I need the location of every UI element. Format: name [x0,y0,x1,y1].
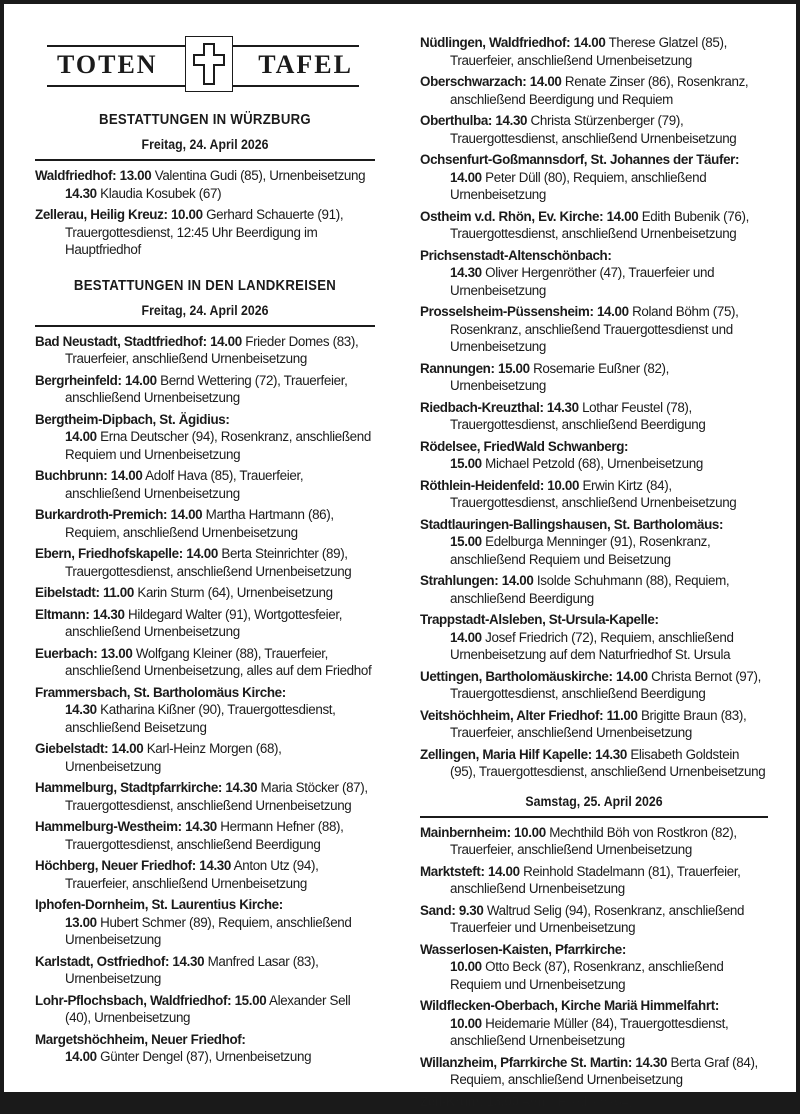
entry-place: Hammelburg, Stadtpfarrkirche: 14.30 [35,780,258,795]
obituary-entry [35,206,375,259]
entry-place: Höchberg, Neuer Friedhof: 14.30 [35,858,232,873]
entry-place: Prichsenstadt-Altenschönbach: [420,247,612,263]
entry-place: Nüdlingen, Waldfriedhof: 14.00 [420,35,606,50]
obituary-entry [420,746,768,781]
obituary-entry [420,707,768,742]
entry-place: Waldfriedhof: 13.00 [35,168,152,183]
entry-text: Michael Petzold (68), Urnenbeisetzung [485,456,703,471]
entry-text: Berta Graf (84), Requiem, anschließend Urnenbeisetzung [450,1054,758,1087]
entry-place: Eltmann: 14.30 [35,606,125,622]
obituary-entry [420,208,768,243]
obituary-entry [35,684,375,737]
obituary-entry [420,1093,768,1111]
entry-text: Otto Beck (87), Rosenkranz, anschließend Requiem und Urnenbeisetzung [450,959,724,992]
entry-time: 15.00 [450,456,482,471]
obituary-entry [420,572,768,607]
entry-text: Berta Steinrichter (89), Trauergottesdienst, anschließend Urnenbeisetzung [65,546,352,579]
entry-place: Eibelstadt: 11.00 [35,585,134,600]
entry-time: 13.00 [65,914,97,930]
entry-text: Edelburga Menninger (91), Rosenkranz, anschließend Requiem und Beisetzung [450,534,711,567]
obituary-entry [35,992,375,1027]
obituary-entry [420,112,768,147]
entry-text: Armin Friedrich (64) [521,1093,633,1109]
entry-text: Waltrud Selig (94), Rosenkranz, anschließend Trauerfeier und Urnenbeisetzung [450,902,745,935]
obituary-entry [35,1031,375,1066]
entry-place: Euerbach: 13.00 [35,645,133,661]
entry-text: Oliver Hergenröther (47), Trauerfeier und Urnenbeisetzung [450,265,715,298]
obituary-entry [420,1054,768,1089]
entry-place: Oberthulba: 14.30 [420,113,528,128]
entry-text: Renate Zinser (86), Rosenkranz, anschließend Beerdigung und Requiem [450,74,749,107]
entry-place: Bergrheinfeld: 14.00 [35,372,157,388]
entry-place: Mainbernheim: 10.00 [420,824,546,840]
entry-place: Ebern, Friedhofskapelle: 14.00 [35,546,218,561]
entry-place: Wasserlosen-Kaisten, Pfarrkirche: [420,941,627,957]
entry-text: Rosemarie Eußner (82), Urnenbeisetzung [450,360,670,393]
obituary-entry [35,333,375,368]
obituary-entry [420,611,768,664]
entry-place: Hammelburg-Westheim: 14.30 [35,819,217,834]
obituary-entry [35,818,375,853]
divider [420,816,768,818]
entry-place: Röthlein-Heidenfeld: 10.00 [420,477,580,493]
entry-place: Marktsteft: 14.00 [420,863,520,879]
entry-place: Zellingen, Maria Hilf Kapelle: 14.30 [420,746,627,762]
entry-time: 14.30 [65,702,97,717]
entry-place: Bad Neustadt, Stadtfriedhof: 14.00 [35,333,242,349]
entry-place: Rannungen: 15.00 [420,360,530,376]
obituary-page [4,4,796,1109]
section-heading-wuerzburg: BESTATTUNGEN IN WÜRZBURG [99,111,311,128]
entry-text: Mechthild Böh von Rostkron (82), Trauerfeier, anschließend Urnenbeisetzung [450,824,737,857]
entry-text: Anton Utz (94), Trauerfeier, anschließend Urnenbeisetzung [65,858,319,891]
entry-time: 10.00 [450,959,482,974]
section-heading-landkreise: BESTATTUNGEN IN DEN LANDKREISEN [73,276,337,294]
obituary-entry [35,411,375,464]
entry-place: Rödelsee, FriedWald Schwanberg: [420,438,629,454]
entry-place: Wildflecken-Oberbach, Kirche Mariä Himmelfahrt: [420,998,719,1013]
obituary-entry [420,247,768,300]
entry-place: Margetshöchheim, Neuer Friedhof: [35,1031,246,1047]
entry-place: Stadtlauringen-Ballingshausen, St. Bartholomäus: [420,516,724,532]
entry-place: Prosselsheim-Püssensheim: 14.00 [420,304,629,319]
entry-place: Oberschwarzach: 14.00 [420,74,562,89]
entry-text: Klaudia Kosubek (67) [100,185,222,201]
entry-text: Wolfgang Kleiner (88), Trauerfeier, anschließend Urnenbeisetzung, alles auf dem Friedhof [65,645,372,678]
entry-place: Lohr-Pflochsbach, Waldfriedhof: 15.00 [35,992,267,1008]
entry-place: Giebelstadt: 14.00 [35,741,144,756]
entry-place: Sand: 9.30 [420,902,484,918]
entry-text: Frieder Domes (83), Trauerfeier, anschließend Urnenbeisetzung [65,333,359,366]
obituary-entry [420,668,768,703]
obituary-entry [420,399,768,434]
entry-text: Josef Friedrich (72), Requiem, anschließend Urnenbeisetzung auf dem Naturfriedhof St. Ursula [450,629,734,662]
entry-text: Martha Hartmann (86), Requiem, anschließend Urnenbeisetzung [65,507,334,540]
entry-text: Isolde Schuhmann (88), Requiem, anschließend Beerdigung [450,573,730,606]
entry-text: Edith Bubenik (76), Trauergottesdienst, anschließend Urnenbeisetzung [450,208,749,241]
entry-text: Elisabeth Goldstein (95), Trauergottesdienst, anschließend Urnenbeisetzung [450,746,766,779]
entry-text: Günter Dengel (87), Urnenbeisetzung [100,1049,312,1064]
obituary-entry [420,73,768,108]
obituary-entry [420,516,768,569]
entry-text: Brigitte Braun (83), Trauerfeier, anschließend Urnenbeisetzung [450,707,747,740]
logo-word-left: TOTEN [51,50,164,80]
entry-text: Karl-Heinz Morgen (68), Urnenbeisetzung [65,741,282,774]
obituary-entry [35,857,375,892]
cross-icon [185,36,233,92]
entry-text: Hermann Hefner (88), Trauergottesdienst, anschließend Beerdigung [65,819,344,852]
entry-text: Christa Stürzenberger (79), Trauergottesdienst, anschließend Urnenbeisetzung [450,113,737,146]
entry-text: Christa Bernot (97), Trauergottesdienst, anschließend Beerdigung [450,668,761,701]
entry-text: Peter Düll (80), Requiem, anschließend Urnenbeisetzung [450,169,707,202]
entry-text: Bernd Wettering (72), Trauerfeier, anschließend Urnenbeisetzung [65,372,348,405]
entry-text: Katharina Kißner (90), Trauergottesdienst, anschließend Beisetzung [65,702,336,735]
entry-text: Roland Böhm (75), Rosenkranz, anschließend Trauergottesdienst und Urnenbeisetzung [450,304,739,354]
totentafel-logo [47,30,359,94]
entry-place: Willanzheim, Pfarrkirche St. Martin: 14.30 [420,1054,668,1070]
entry-place: Veitshöchheim, Alter Friedhof: 11.00 [420,707,638,723]
obituary-entry [35,740,375,775]
entry-text: Valentina Gudi (85), Urnenbeisetzung [154,168,366,183]
entry-place: Iphofen-Dornheim, St. Laurentius Kirche: [35,897,283,912]
landkreise-right-entries [420,34,768,781]
entry-text: Heidemarie Müller (84), Trauergottesdienst, anschließend Urnenbeisetzung [450,1015,729,1048]
obituary-entry [420,438,768,473]
entry-text: Manfred Lasar (83), Urnenbeisetzung [65,953,319,986]
obituary-entry [35,372,375,407]
obituary-entry [420,824,768,859]
obituary-entry [35,779,375,814]
obituary-entry [420,303,768,356]
landkreise-left-entries [35,333,375,1066]
entry-time: 14.30 [450,265,482,280]
obituary-entry [35,645,375,680]
divider [35,159,375,161]
date-heading-wuerzburg: Freitag, 24. April 2026 [141,136,269,152]
entry-place: Uettingen, Bartholomäuskirche: 14.00 [420,668,648,684]
entry-place: Buchbrunn: 14.00 [35,468,143,483]
obituary-entry [420,941,768,994]
entry-time: 14.00 [450,169,482,185]
entry-time: 10.00 [450,1015,482,1031]
right-column [420,4,768,1114]
obituary-entry [35,167,375,202]
obituary-entry [35,584,375,602]
entry-text: Maria Stöcker (87), Trauergottesdienst, anschließend Urnenbeisetzung [65,780,368,813]
date-heading-saturday: Samstag, 25. April 2026 [525,792,663,809]
entry-place: Ostheim v.d. Rhön, Ev. Kirche: 14.00 [420,208,639,224]
entry-text: Therese Glatzel (85), Trauerfeier, anschließend Urnenbeisetzung [450,35,727,68]
entry-place: Zeil-Krum: 13.00 [420,1093,519,1109]
obituary-entry [35,606,375,641]
wuerzburg-entries [35,167,375,259]
entry-place: Zellerau, Heilig Kreuz: 10.00 [35,207,203,222]
entry-place: Burkardroth-Premich: 14.00 [35,507,203,522]
entry-text: Erna Deutscher (94), Rosenkranz, anschließend Requiem und Urnenbeisetzung [65,429,371,462]
entry-text: Hubert Schmer (89), Requiem, anschließend Urnenbeisetzung [65,914,352,947]
entry-place: Frammersbach, St. Bartholomäus Kirche: [35,684,286,700]
entry-time: 14.00 [65,429,97,444]
obituary-entry [420,902,768,937]
entry-text: Lothar Feustel (78), Trauergottesdienst, anschließend Beerdigung [450,399,706,432]
obituary-entry [420,997,768,1050]
entry-text: Hildegard Walter (91), Wortgottesfeier, anschließend Urnenbeisetzung [65,606,343,639]
entry-time: 15.00 [450,534,482,549]
entry-text: Erwin Kirtz (84), Trauergottesdienst, anschließend Urnenbeisetzung [450,477,737,510]
entry-time: 14.00 [65,1049,97,1064]
obituary-entry [420,360,768,395]
entry-text: Alexander Sell (40), Urnenbeisetzung [65,992,351,1025]
obituary-entry [35,506,375,541]
obituary-entry [35,953,375,988]
entry-time: 14.30 [65,185,97,201]
entry-place: Karlstadt, Ostfriedhof: 14.30 [35,953,205,969]
entry-place: Bergtheim-Dipbach, St. Ägidius: [35,411,230,427]
divider [35,325,375,327]
date-heading-friday: Freitag, 24. April 2026 [141,301,269,318]
entry-time: 14.00 [450,629,482,645]
obituary-entry [35,467,375,502]
obituary-entry [420,34,768,69]
entry-place: Strahlungen: 14.00 [420,573,534,588]
entry-text: Adolf Hava (85), Trauerfeier, anschließend Urnenbeisetzung [65,468,304,501]
entry-place: Riedbach-Kreuzthal: 14.30 [420,399,579,415]
obituary-entry [35,896,375,949]
entry-text: Karin Sturm (64), Urnenbeisetzung [137,585,333,600]
saturday-entries [420,824,768,1111]
obituary-entry [420,151,768,204]
obituary-entry [420,863,768,898]
obituary-entry [35,545,375,580]
logo-word-right: TAFEL [252,50,359,80]
entry-place: Trappstadt-Alsleben, St-Ursula-Kapelle: [420,612,659,627]
entry-text: Reinhold Stadelmann (81), Trauerfeier, anschließend Urnenbeisetzung [450,863,741,896]
left-column [35,4,375,1070]
obituary-entry [420,477,768,512]
entry-place: Ochsenfurt-Goßmannsdorf, St. Johannes der Täufer: [420,152,740,167]
entry-text: Gerhard Schauerte (91), Trauergottesdienst, 12:45 Uhr Beerdigung im Hauptfriedhof [65,207,344,257]
